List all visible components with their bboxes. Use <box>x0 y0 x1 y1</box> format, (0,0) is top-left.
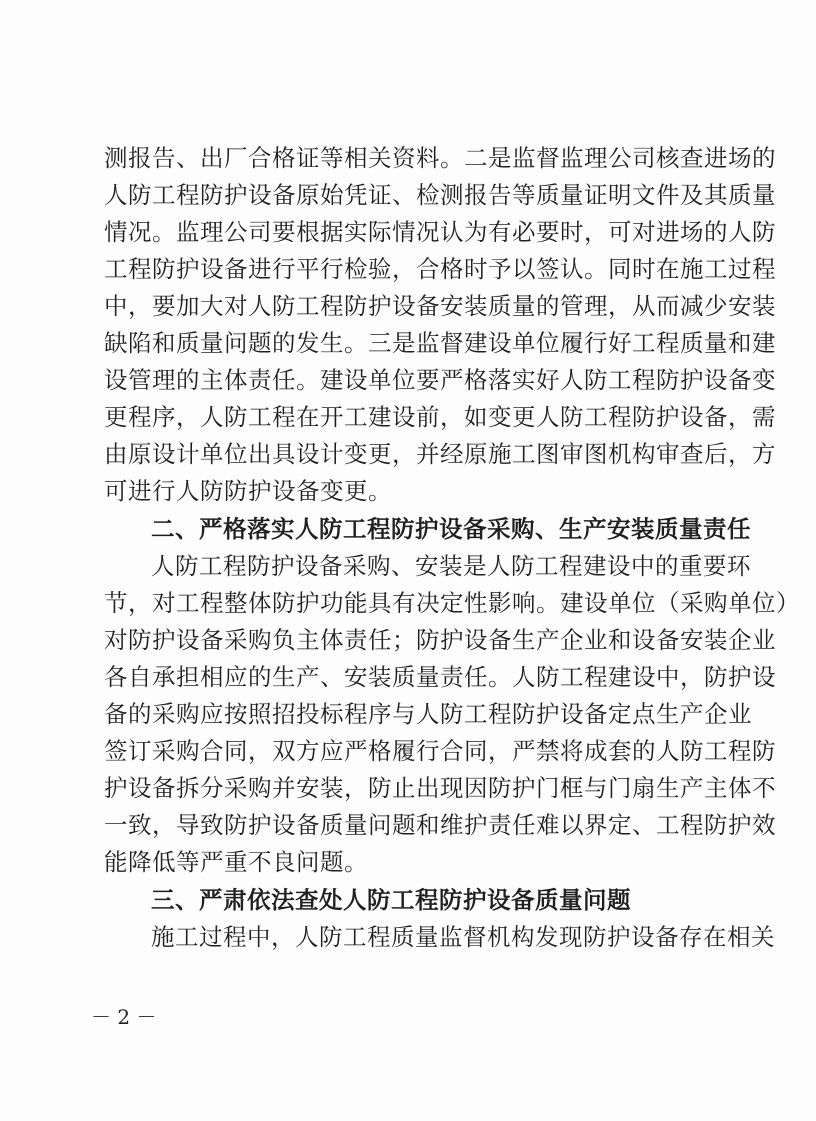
paragraph-line: 工程防护设备进行平行检验，合格时予以签认。同时在施工过程 <box>104 255 776 283</box>
paragraph-3 <box>104 919 775 956</box>
page-number: － 2 － <box>91 1005 157 1029</box>
paragraph-line: 施工过程中，人防工程质量监督机构发现防护设备存在相关 <box>151 923 775 951</box>
paragraph-line: 中，要加大对人防工程防护设备安装质量的管理，从而减少安装 <box>104 292 776 320</box>
paragraph-line: 人防工程防护设备采购、安装是人防工程建设中的重要环 <box>151 552 751 580</box>
paragraph-line: 设管理的主体责任。建设单位要严格落实好人防工程防护设备变 <box>104 366 776 394</box>
paragraph-line: 测报告、出厂合格证等相关资料。二是监督监理公司核查进场的 <box>104 144 776 172</box>
section-heading-2: 二、严格落实人防工程防护设备采购、生产安装质量责任 <box>151 515 751 543</box>
paragraph-line: 对防护设备采购负主体责任；防护设备生产企业和设备安装企业 <box>104 626 776 654</box>
paragraph-2 <box>104 548 800 881</box>
document-body <box>104 140 800 956</box>
paragraph-line: 人防工程防护设备原始凭证、检测报告等质量证明文件及其质量 <box>104 181 776 209</box>
paragraph-line: 备的采购应按照招投标程序与人防工程防护设备定点生产企业 <box>104 700 752 728</box>
paragraph-line: 各自承担相应的生产、安装质量责任。人防工程建设中，防护设 <box>104 663 776 691</box>
paragraph-line: 能降低等严重不良问题。 <box>104 848 368 876</box>
paragraph-line: 缺陷和质量问题的发生。三是监督建设单位履行好工程质量和建 <box>104 329 776 357</box>
section-heading-3: 三、严肃依法查处人防工程防护设备质量问题 <box>151 886 631 914</box>
paragraph-line: 节，对工程整体防护功能具有决定性影响。建设单位（采购单位） <box>104 589 800 617</box>
paragraph-line: 可进行人防防护设备变更。 <box>104 477 392 505</box>
paragraph-1 <box>104 140 776 510</box>
paragraph-line: 护设备拆分采购并安装，防止出现因防护门框与门扇生产主体不 <box>104 774 776 802</box>
paragraph-line: 一致，导致防护设备质量问题和维护责任难以界定、工程防护效 <box>104 811 776 839</box>
paragraph-line: 签订采购合同，双方应严格履行合同，严禁将成套的人防工程防 <box>104 737 776 765</box>
paragraph-line: 由原设计单位出具设计变更，并经原施工图审图机构审查后，方 <box>104 440 776 468</box>
paragraph-line: 更程序，人防工程在开工建设前，如变更人防工程防护设备，需 <box>104 403 776 431</box>
paragraph-line: 情况。监理公司要根据实际情况认为有必要时，可对进场的人防 <box>104 218 776 246</box>
